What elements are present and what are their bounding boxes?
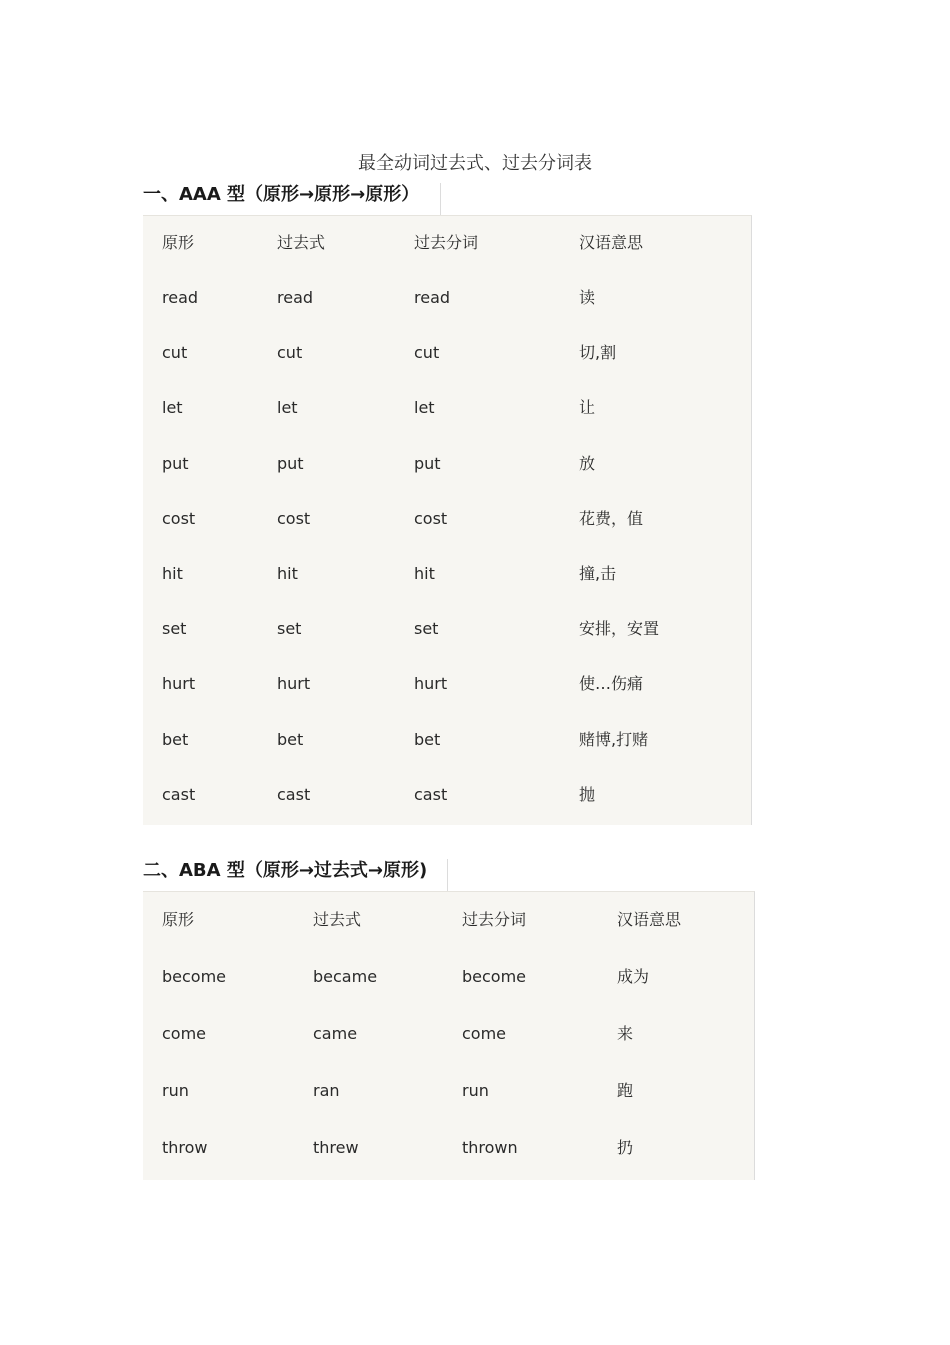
- meaning-cell: 赌博,打赌: [579, 730, 649, 749]
- past-participle-cell: put: [414, 454, 441, 473]
- base-form-cell: run: [162, 1081, 189, 1100]
- past-tense-cell: cost: [277, 509, 311, 528]
- meaning-cell: 来: [617, 1024, 634, 1043]
- base-form-cell: let: [162, 398, 183, 417]
- past-tense-cell: bet: [277, 730, 304, 749]
- past-tense-cell: cast: [277, 785, 311, 804]
- past-tense-cell: put: [277, 454, 304, 473]
- header-past-tense: 过去式: [313, 910, 362, 929]
- past-participle-cell: hurt: [414, 674, 448, 693]
- past-tense-cell: hurt: [277, 674, 311, 693]
- past-participle-cell: set: [414, 619, 439, 638]
- meaning-cell: 放: [579, 454, 596, 473]
- base-form-cell: come: [162, 1024, 207, 1043]
- meaning-cell: 切,割: [579, 343, 617, 362]
- past-tense-cell: let: [277, 398, 298, 417]
- past-tense-cell: hit: [277, 564, 298, 583]
- base-form-cell: become: [162, 967, 227, 986]
- document-title: 最全动词过去式、过去分词表: [358, 153, 592, 174]
- base-form-cell: cast: [162, 785, 196, 804]
- past-participle-cell: bet: [414, 730, 441, 749]
- past-participle-cell: let: [414, 398, 435, 417]
- meaning-cell: 读: [579, 288, 596, 307]
- base-form-cell: bet: [162, 730, 189, 749]
- past-tense-cell: ran: [313, 1081, 340, 1100]
- meaning-cell: 跑: [617, 1081, 634, 1100]
- section-heading-aba: 二、ABA 型（原形→过去式→原形): [143, 860, 428, 881]
- past-participle-cell: run: [462, 1081, 489, 1100]
- past-participle-cell: read: [414, 288, 451, 307]
- past-participle-cell: become: [462, 967, 527, 986]
- past-tense-cell: read: [277, 288, 314, 307]
- header-past-participle: 过去分词: [462, 910, 527, 929]
- header-base-form: 原形: [162, 910, 195, 929]
- aba-verb-table: [143, 891, 755, 1180]
- aaa-verb-table: [143, 215, 752, 825]
- past-participle-cell: hit: [414, 564, 435, 583]
- past-tense-cell: threw: [313, 1138, 359, 1157]
- header-past-tense: 过去式: [277, 233, 326, 252]
- meaning-cell: 扔: [617, 1138, 634, 1157]
- meaning-cell: 安排，安置: [579, 619, 660, 638]
- base-form-cell: hurt: [162, 674, 196, 693]
- past-tense-cell: became: [313, 967, 378, 986]
- section-heading-aaa: 一、AAA 型（原形→原形→原形）: [143, 184, 420, 205]
- past-tense-cell: set: [277, 619, 302, 638]
- base-form-cell: hit: [162, 564, 183, 583]
- base-form-cell: set: [162, 619, 187, 638]
- meaning-cell: 撞,击: [579, 564, 617, 583]
- header-past-participle: 过去分词: [414, 233, 479, 252]
- meaning-cell: 抛: [579, 785, 596, 804]
- past-participle-cell: cast: [414, 785, 448, 804]
- meaning-cell: 成为: [617, 967, 650, 986]
- header-chinese-meaning: 汉语意思: [617, 910, 682, 929]
- past-participle-cell: thrown: [462, 1138, 518, 1157]
- meaning-cell: 让: [579, 398, 596, 417]
- base-form-cell: cost: [162, 509, 196, 528]
- past-participle-cell: cost: [414, 509, 448, 528]
- meaning-cell: 花费，值: [579, 509, 644, 528]
- header-chinese-meaning: 汉语意思: [579, 233, 644, 252]
- meaning-cell: 使…伤痛: [579, 674, 644, 693]
- base-form-cell: put: [162, 454, 189, 473]
- past-tense-cell: came: [313, 1024, 358, 1043]
- past-tense-cell: cut: [277, 343, 303, 362]
- base-form-cell: cut: [162, 343, 188, 362]
- header-base-form: 原形: [162, 233, 195, 252]
- past-participle-cell: cut: [414, 343, 440, 362]
- past-participle-cell: come: [462, 1024, 507, 1043]
- base-form-cell: throw: [162, 1138, 208, 1157]
- base-form-cell: read: [162, 288, 199, 307]
